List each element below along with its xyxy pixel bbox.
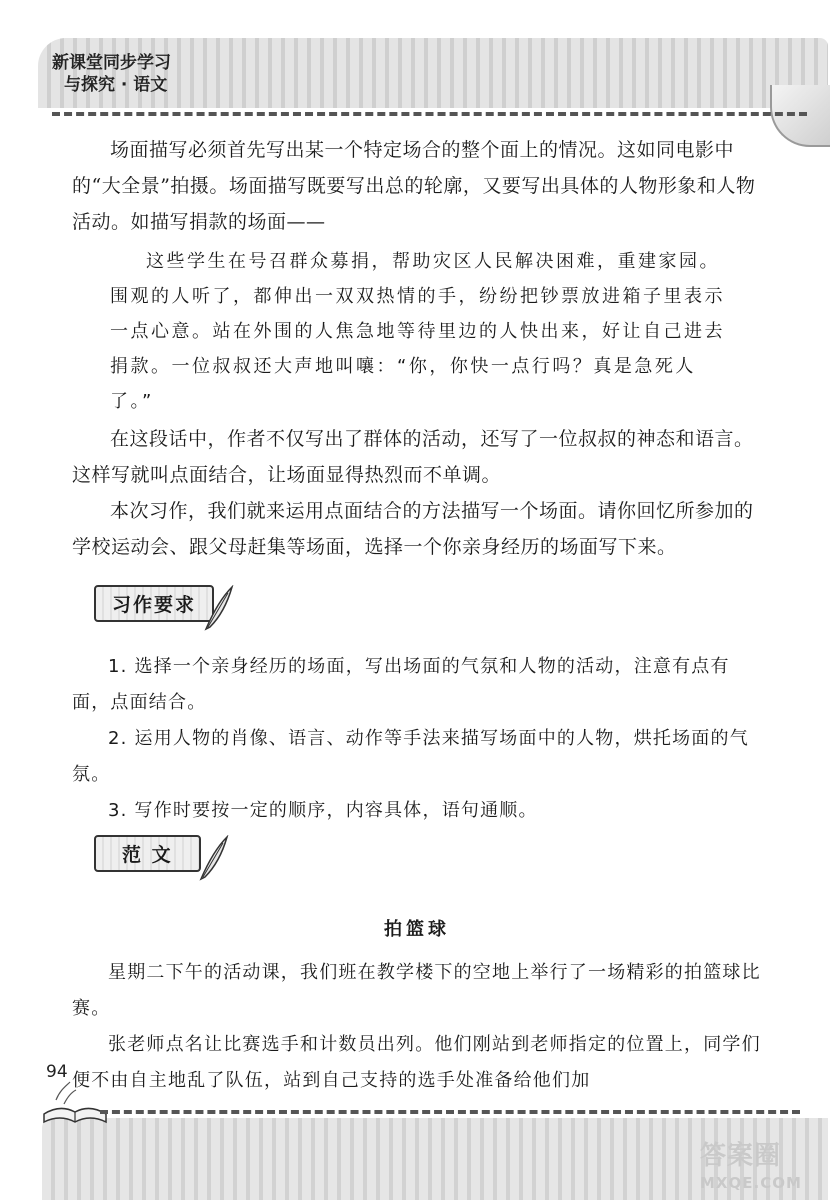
- feather-icon: [197, 835, 231, 881]
- page-number: 94: [46, 1062, 68, 1082]
- intro-paragraph-2: 在这段话中，作者不仅写出了群体的活动，还写了一位叔叔的神态和语言。这样写就叫点面结合，让场面显得热烈而不单调。: [72, 428, 754, 486]
- open-book-icon: [40, 1078, 110, 1126]
- watermark-sub: MXQE.COM: [700, 1174, 802, 1192]
- requirements-heading-wrap: [72, 585, 762, 637]
- quote-paragraph: 这些学生在号召群众募捐，帮助灾区人民解决困难，重建家园。围观的人听了，都伸出一双双热情的手，纷纷把钞票放进箱子里表示一点心意。站在外围的人焦急地等待里边的人快出来，好让自己进去捐款。一位叔叔还大声地叫嚷：“你，你快一点行吗？真是急死人了。”: [110, 251, 725, 412]
- sample-heading-wrap: [72, 835, 762, 887]
- sample-paragraph-1: 星期二下午的活动课，我们班在教学楼下的空地上举行了一场精彩的拍篮球比赛。: [72, 962, 761, 1019]
- feather-icon: [202, 585, 236, 631]
- sample-title: 拍篮球: [384, 919, 450, 940]
- series-title-line1: 新课堂同步学习: [52, 53, 171, 73]
- sample-paragraph-2: 张老师点名让比赛选手和计数员出列。他们刚站到老师指定的位置上，同学们便不由自主地乱了队伍，站到自己支持的选手处准备给他们加: [72, 1034, 761, 1091]
- page-content: [72, 132, 762, 1099]
- series-title: [52, 52, 252, 96]
- sample-heading: 范 文: [94, 835, 201, 872]
- requirements-list: [72, 649, 762, 829]
- series-title-line2: 与探究 · 语文: [64, 75, 168, 95]
- watermark: [700, 1135, 820, 1195]
- page-curl-decoration: [770, 85, 830, 147]
- requirements-heading: 习作要求: [94, 585, 214, 622]
- requirement-item: 1. 选择一个亲身经历的场面，写出场面的气氛和人物的活动，注意有点有面，点面结合。: [72, 656, 730, 713]
- footer-dashed-divider: [100, 1110, 800, 1114]
- intro-paragraph-3: 本次习作，我们就来运用点面结合的方法描写一个场面。请你回忆所参加的学校运动会、跟父母赶集等场面，选择一个你亲身经历的场面写下来。: [72, 500, 754, 558]
- watermark-main: 答案圈: [700, 1141, 782, 1171]
- example-quote: [72, 244, 762, 419]
- header-dashed-divider: [52, 112, 807, 116]
- requirement-item: 3. 写作时要按一定的顺序，内容具体，语句通顺。: [108, 800, 538, 821]
- requirement-item: 2. 运用人物的肖像、语言、动作等手法来描写场面中的人物，烘托场面的气氛。: [72, 728, 749, 785]
- intro-paragraph-1: 场面描写必须首先写出某一个特定场合的整个面上的情况。这如同电影中的“大全景”拍摄。场面描写既要写出总的轮廓，又要写出具体的人物形象和人物活动。如描写捐款的场面——: [72, 139, 756, 233]
